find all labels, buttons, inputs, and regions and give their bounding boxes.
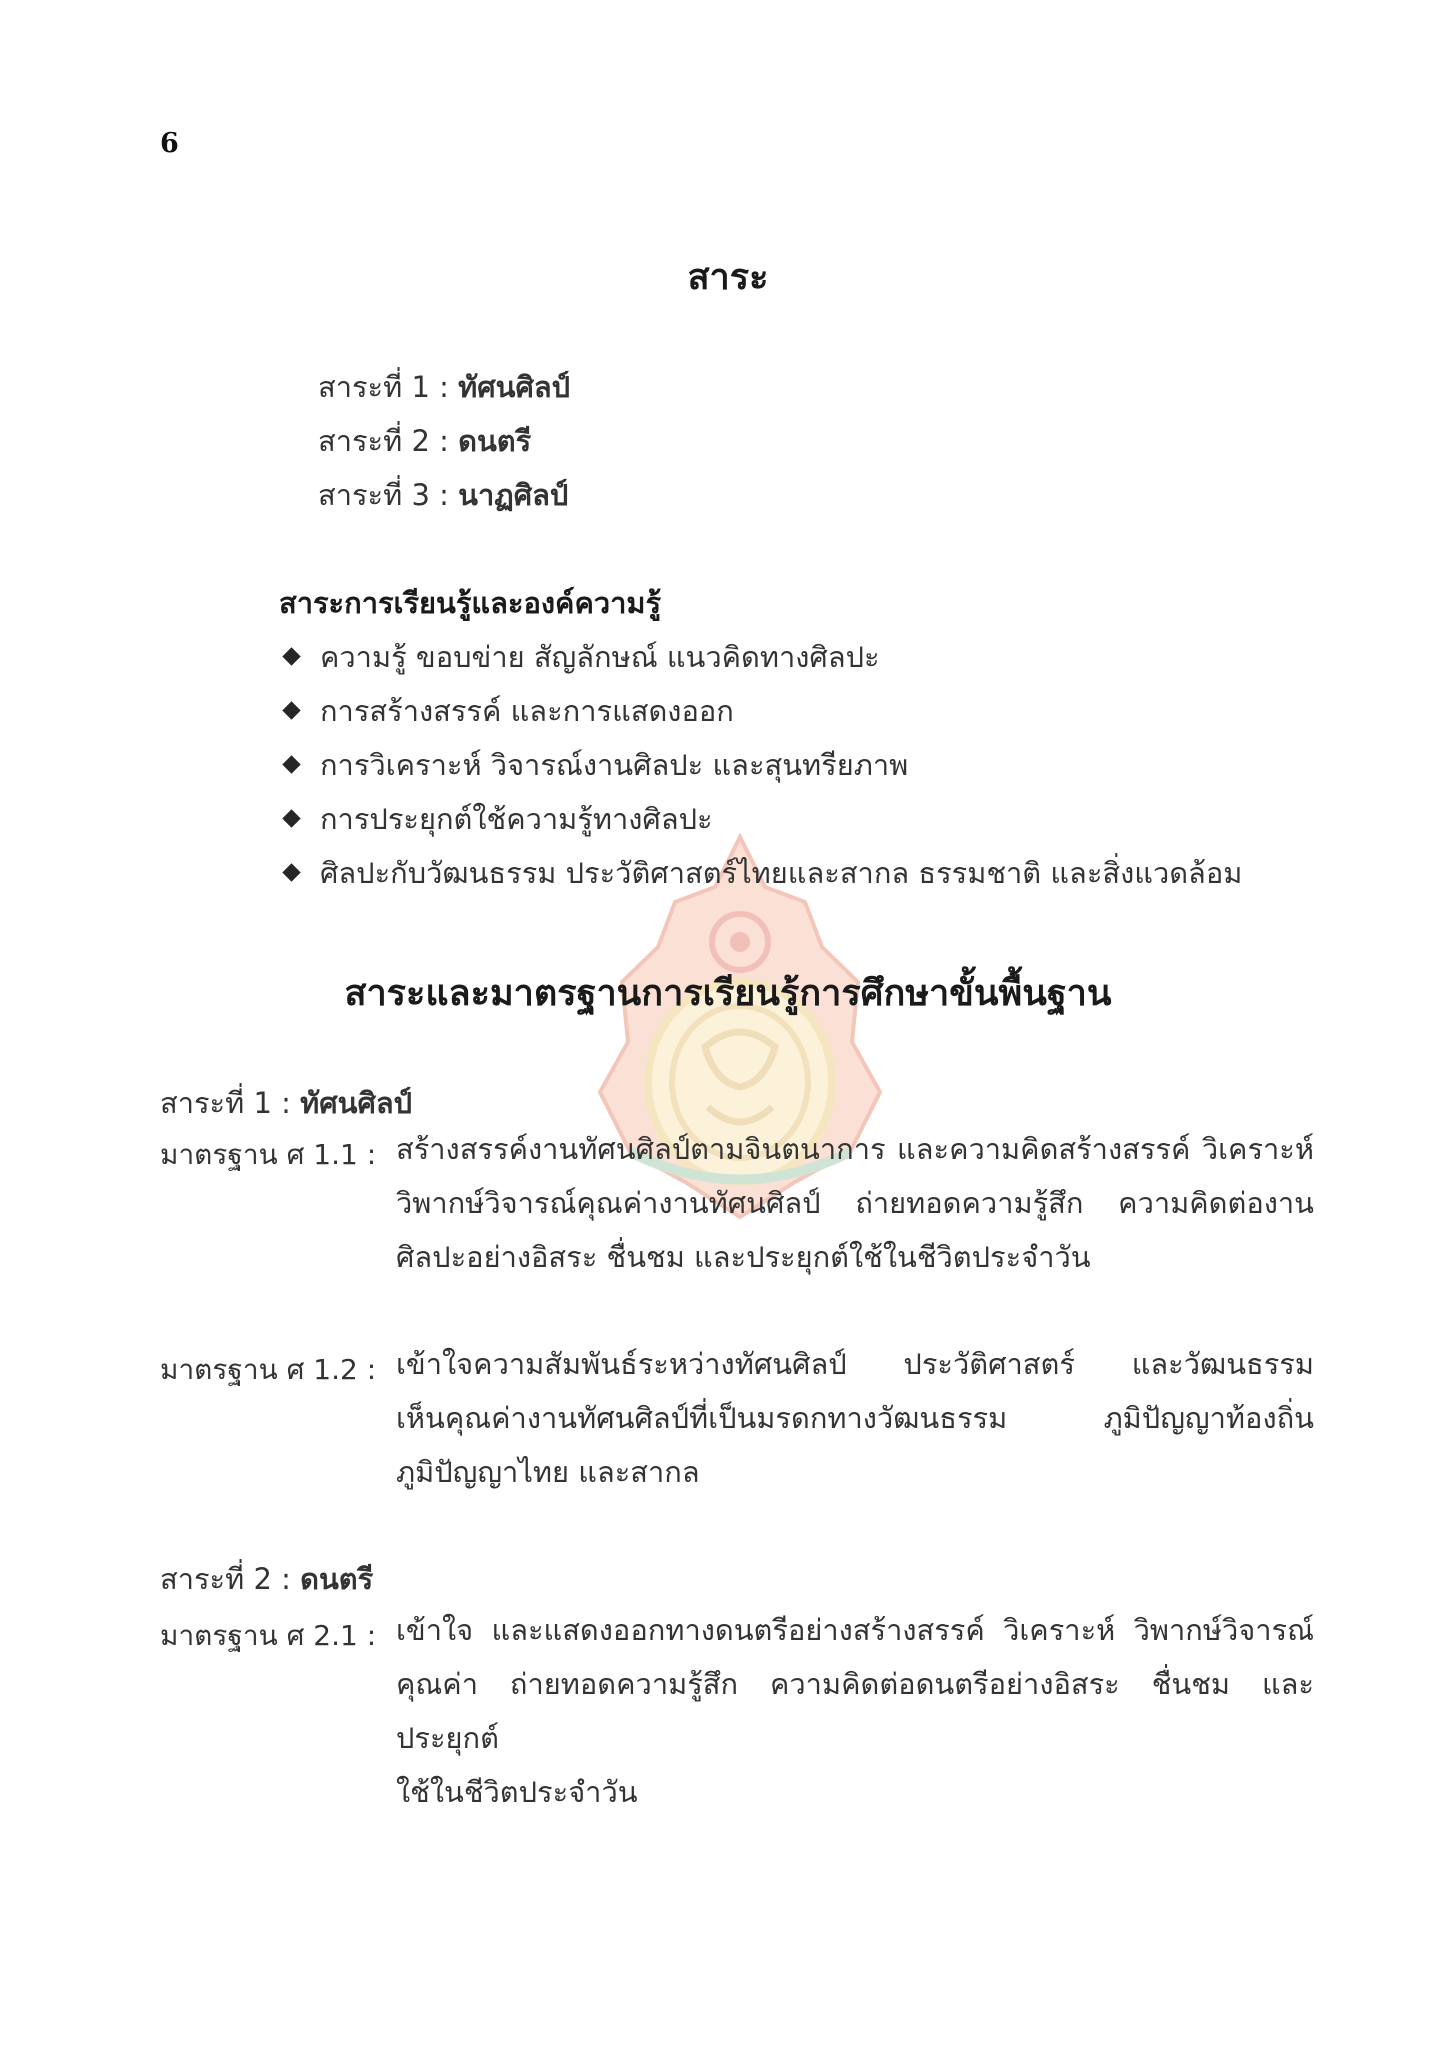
standard-line: สร้างสรรค์งานทัศนศิลป์ตามจินตนาการ และความคิดสร้างสรรค์ วิเคราะห์ <box>396 1132 1314 1166</box>
standard-code: มาตรฐาน ศ 1.2 : <box>160 1353 377 1386</box>
standard-text <box>396 1603 1314 1819</box>
standard-line: ใช้ในชีวิตประจำวัน <box>396 1775 638 1809</box>
standard-text <box>396 1337 1314 1499</box>
knowledge-item-text: การวิเคราะห์ วิจารณ์งานศิลปะ และสุนทรียภาพ <box>320 748 909 782</box>
knowledge-item-text: ศิลปะกับวัฒนธรรม ประวัติศาสตร์ไทยและสากล ธรรมชาติ และสิ่งแวดล้อม <box>320 856 1243 890</box>
diamond-bullet-icon <box>282 863 300 881</box>
section-label: สาระที่ 1 : <box>160 1086 301 1120</box>
standard-text <box>396 1122 1314 1284</box>
knowledge-item-text: การสร้างสรรค์ และการแสดงออก <box>320 694 734 728</box>
standard-line: วิพากษ์วิจารณ์คุณค่างานทัศนศิลป์ ถ่ายทอดความรู้สึก ความคิดต่องาน <box>396 1186 1314 1220</box>
diamond-bullet-icon <box>282 701 300 719</box>
diamond-bullet-icon <box>282 755 300 773</box>
standard-code: มาตรฐาน ศ 1.1 : <box>160 1138 377 1171</box>
strand-name: นาฏศิลป์ <box>458 478 569 512</box>
knowledge-list-item <box>279 634 880 680</box>
strand-label: สาระที่ 2 : <box>318 424 459 458</box>
section-name: ทัศนศิลป์ <box>300 1086 413 1120</box>
knowledge-item-text: การประยุกต์ใช้ความรู้ทางศิลปะ <box>320 802 713 836</box>
page-number: 6 <box>160 128 179 159</box>
section-name: ดนตรี <box>300 1562 374 1596</box>
diamond-bullet-icon <box>282 647 300 665</box>
section-label: สาระที่ 2 : <box>160 1562 301 1596</box>
standard-line: เห็นคุณค่างานทัศนศิลป์ที่เป็นมรดกทางวัฒนธรรม ภูมิปัญญาท้องถิ่น <box>396 1401 1314 1435</box>
strand-name: ดนตรี <box>458 424 532 458</box>
standard-code: มาตรฐาน ศ 2.1 : <box>160 1619 377 1652</box>
standard-line: ภูมิปัญญาไทย และสากล <box>396 1455 700 1489</box>
strand-label: สาระที่ 3 : <box>318 478 459 512</box>
standard-line: ศิลปะอย่างอิสระ ชื่นชม และประยุกต์ใช้ในชีวิตประจำวัน <box>396 1240 1091 1274</box>
strand-item <box>318 418 531 464</box>
strand-label: สาระที่ 1 : <box>318 370 459 404</box>
standard-line: เข้าใจความสัมพันธ์ระหว่างทัศนศิลป์ ประวัติศาสตร์ และวัฒนธรรม <box>396 1347 1314 1381</box>
standards-heading: สาระและมาตรฐานการเรียนรู้การศึกษาขั้นพื้นฐาน <box>344 973 1112 1014</box>
standard-line: คุณค่า ถ่ายทอดความรู้สึก ความคิดต่อดนตรีอย่างอิสระ ชื่นชม และประยุกต์ <box>396 1667 1314 1755</box>
diamond-bullet-icon <box>282 809 300 827</box>
knowledge-list-item <box>279 850 1242 896</box>
strand-name: ทัศนศิลป์ <box>458 370 571 404</box>
strand-item <box>318 364 570 410</box>
section-title <box>160 1556 373 1602</box>
standard-line: เข้าใจ และแสดงออกทางดนตรีอย่างสร้างสรรค์ วิเคราะห์ วิพากษ์วิจารณ์ <box>396 1613 1314 1647</box>
page-title: สาระ <box>687 257 769 298</box>
knowledge-list-item <box>279 742 908 788</box>
knowledge-heading: สาระการเรียนรู้และองค์ความรู้ <box>279 586 662 620</box>
strand-item <box>318 472 568 518</box>
knowledge-list-item <box>279 688 734 734</box>
section-title <box>160 1080 412 1126</box>
knowledge-item-text: ความรู้ ขอบข่าย สัญลักษณ์ แนวคิดทางศิลปะ <box>320 640 880 674</box>
knowledge-list-item <box>279 796 713 842</box>
